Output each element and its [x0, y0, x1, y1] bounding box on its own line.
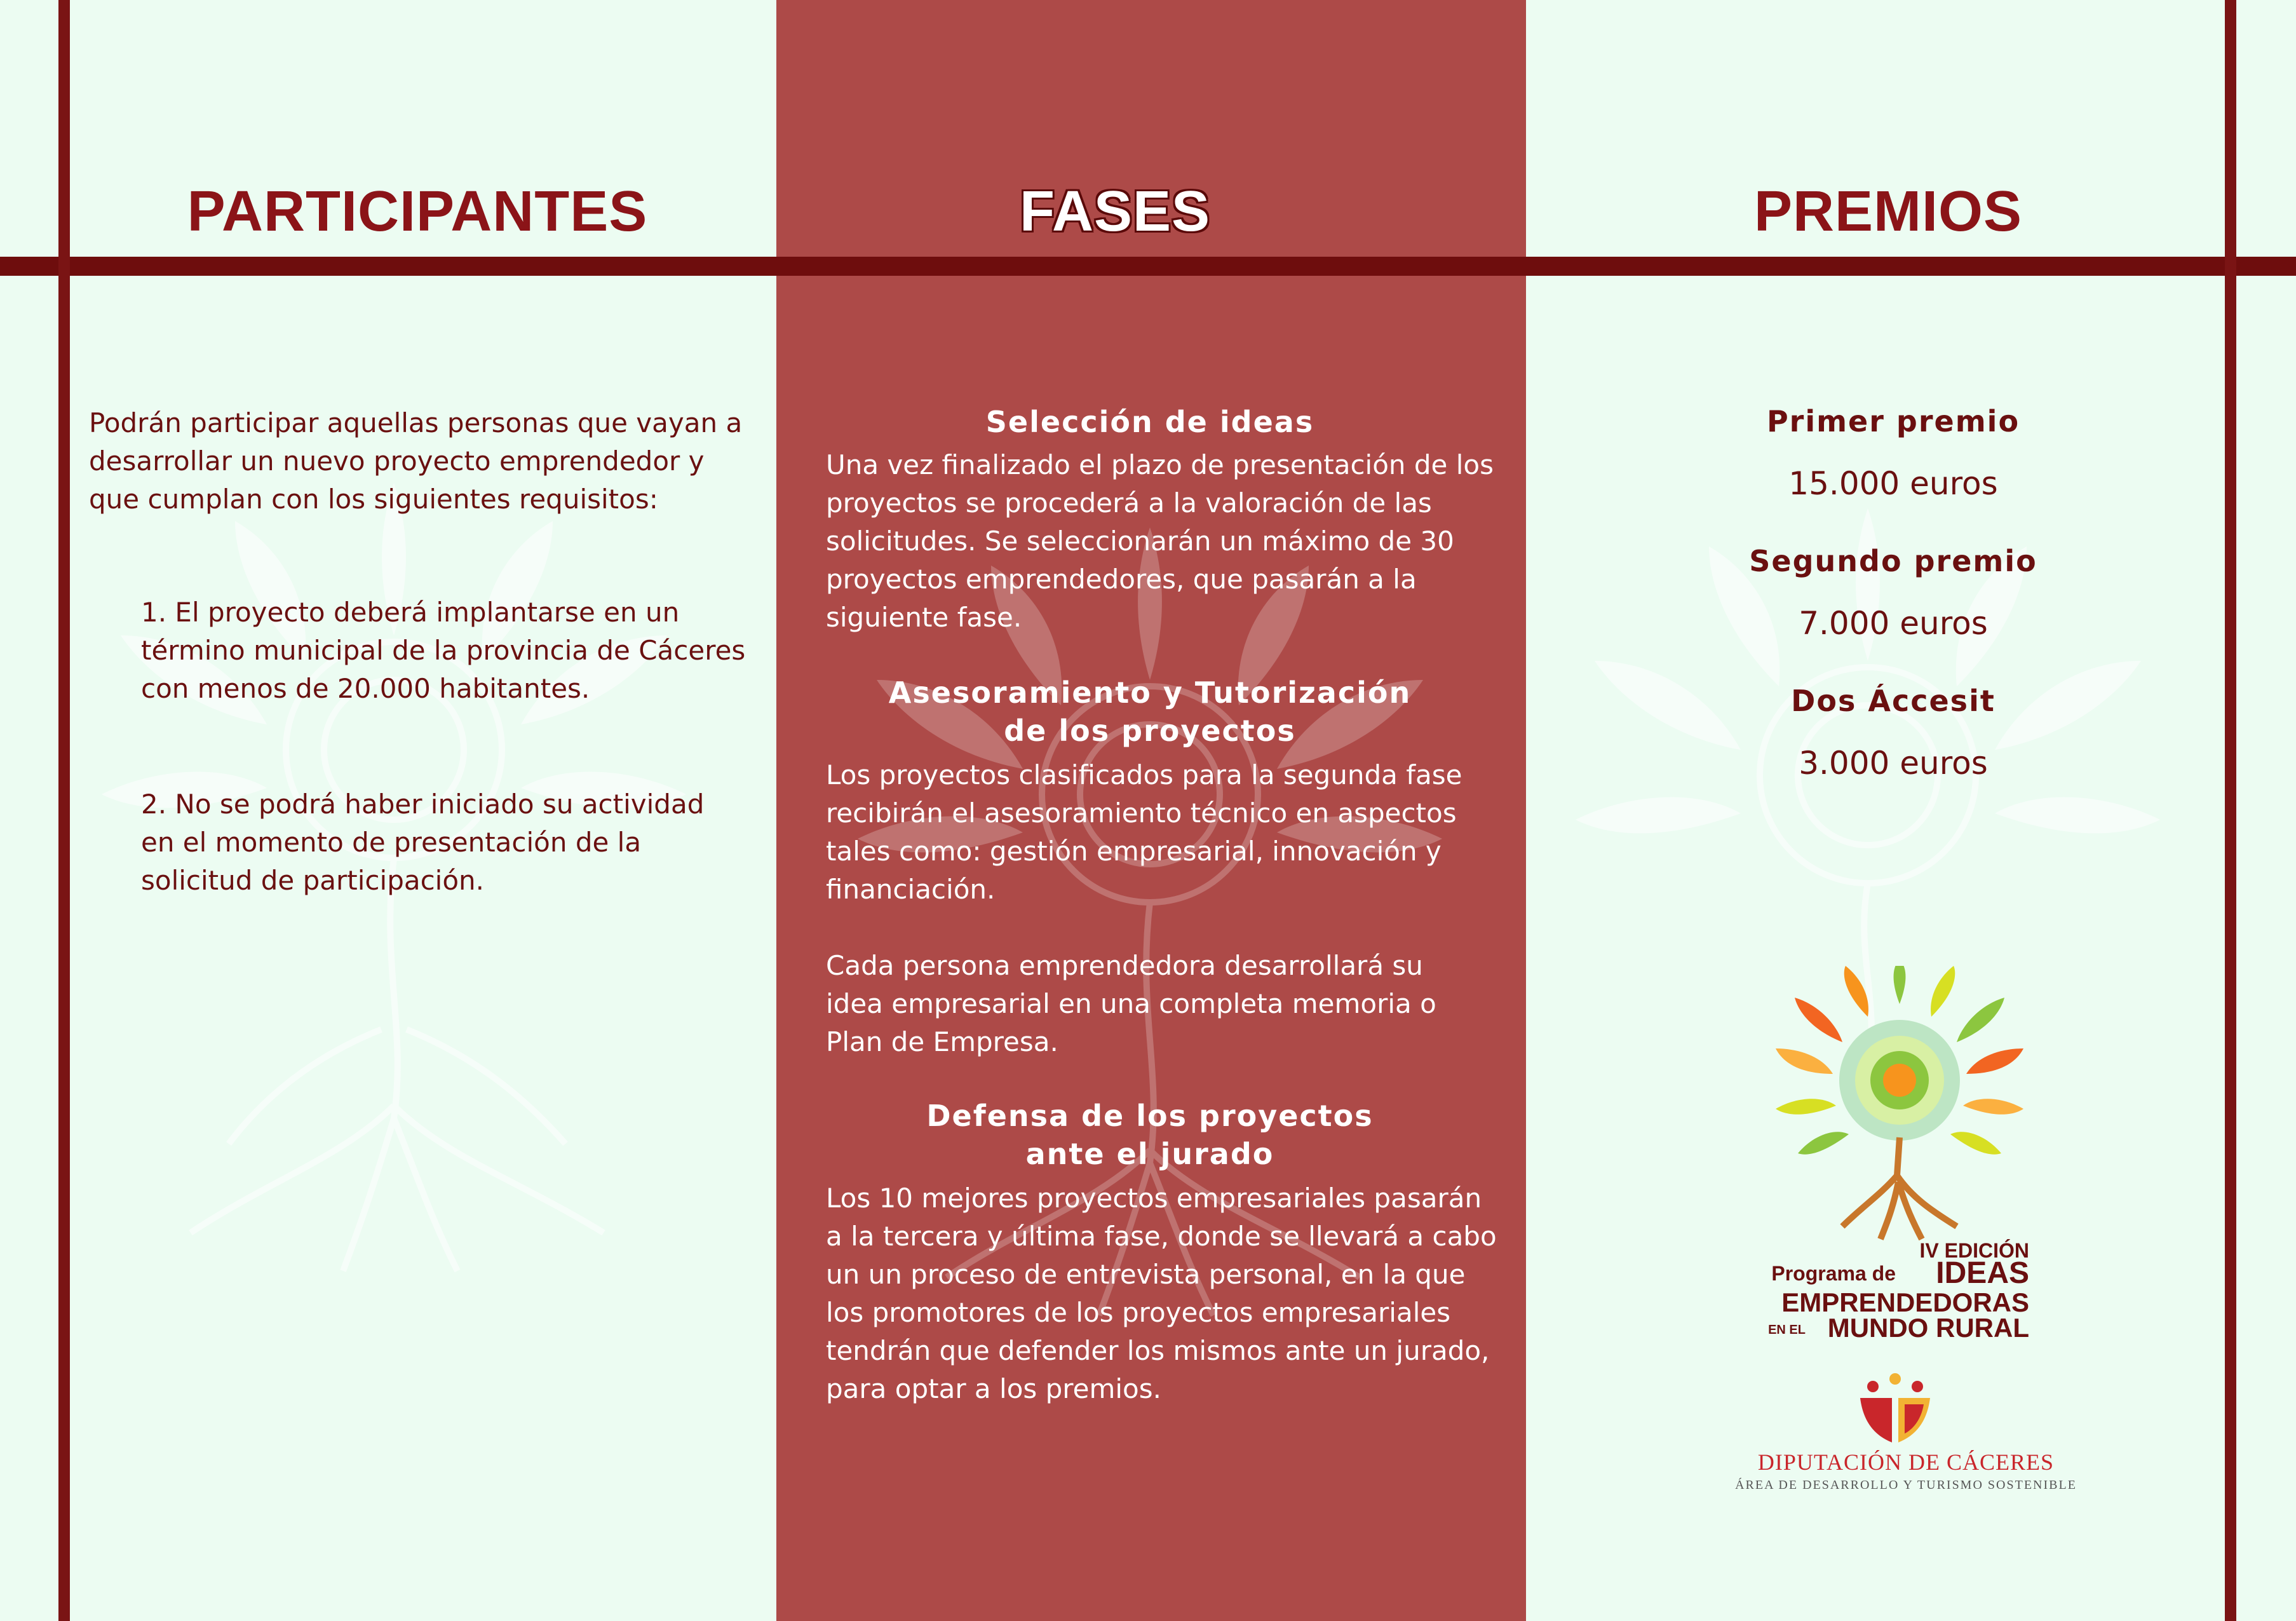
logo-edition: IV EDICIÓN — [1919, 1239, 2029, 1262]
diputacion-emblem — [1854, 1373, 1936, 1449]
fases-heading: FASES — [1019, 180, 1211, 243]
logo-line1-big: IDEAS — [1936, 1256, 2029, 1290]
prize-amount: 3.000 euros — [1799, 745, 1988, 782]
prize-amount: 15.000 euros — [1788, 465, 1998, 502]
fase-body-asesoramiento: Los proyectos clasificados para la segunda fase recibirán el asesoramiento técnico en aspectos tales como: gestión empresarial, innovación y financiación. — [826, 759, 1462, 905]
fase-body-defensa: Los 10 mejores proyectos empresariales pasarán a la tercera y última fase, donde se llevará a cabo un un proceso de entrevista personal, en la que los promotores de los proyectos empresariales tendrán que defender los mismos ante un jurado, para optar a los premios. — [826, 1183, 1497, 1404]
fase-body-seleccion: Una vez finalizado el plazo de presentación de los proyectos se procederá a la valoración de las solicitudes. Se seleccionarán un máximo de 30 proyectos emprendedores, que pasarán a la siguiente fase. — [826, 449, 1494, 633]
logo-line2: EMPRENDEDORAS — [1781, 1287, 2029, 1317]
fase-heading-defensa-line1: Defensa de los proyectos — [926, 1099, 1374, 1133]
requirement-item: 1. El proyecto deberá implantarse en un término municipal de la provincia de Cáceres con menos de 20.000 habitantes. — [141, 597, 746, 704]
logo-line3-prefix: EN EL — [1768, 1323, 1806, 1337]
fase-heading-asesoramiento-line2: de los proyectos — [1004, 714, 1296, 748]
premios-heading: PREMIOS — [1753, 180, 2023, 243]
logo-line3-big: MUNDO RURAL — [1827, 1313, 2029, 1343]
participantes-heading: PARTICIPANTES — [187, 180, 648, 243]
fase-heading-defensa-line2: ante el jurado — [1025, 1137, 1274, 1171]
prize-amount: 7.000 euros — [1799, 605, 1988, 642]
fase-heading-asesoramiento-line1: Asesoramiento y Tutorización — [888, 675, 1412, 710]
fase-body-asesoramiento-2: Cada persona emprendedora desarrollará su idea empresarial en una completa memoria o Plan de Empresa. — [826, 950, 1436, 1057]
diputacion-name: DIPUTACIÓN DE CÁCERES — [1757, 1449, 2055, 1475]
participantes-intro: Podrán participar aquellas personas que vayan a desarrollar un nuevo proyecto emprendedor y que cumplan con los siguientes requisitos: — [89, 407, 743, 515]
requirement-item: 2. No se podrá haber iniciado su actividad en el momento de presentación de la solicitud de participación. — [141, 789, 705, 896]
horizontal-divider — [0, 257, 2296, 276]
program-tree-logo — [1773, 966, 2027, 1245]
prize-label: Primer premio — [1766, 404, 2020, 438]
prize-label: Dos Áccesit — [1791, 684, 1995, 718]
logo-line1-prefix: Programa de — [1771, 1262, 1896, 1285]
prize-label: Segundo premio — [1749, 544, 2037, 578]
fase-heading-seleccion: Selección de ideas — [985, 405, 1314, 439]
diputacion-area: ÁREA DE DESARROLLO Y TURISMO SOSTENIBLE — [1735, 1478, 2077, 1492]
